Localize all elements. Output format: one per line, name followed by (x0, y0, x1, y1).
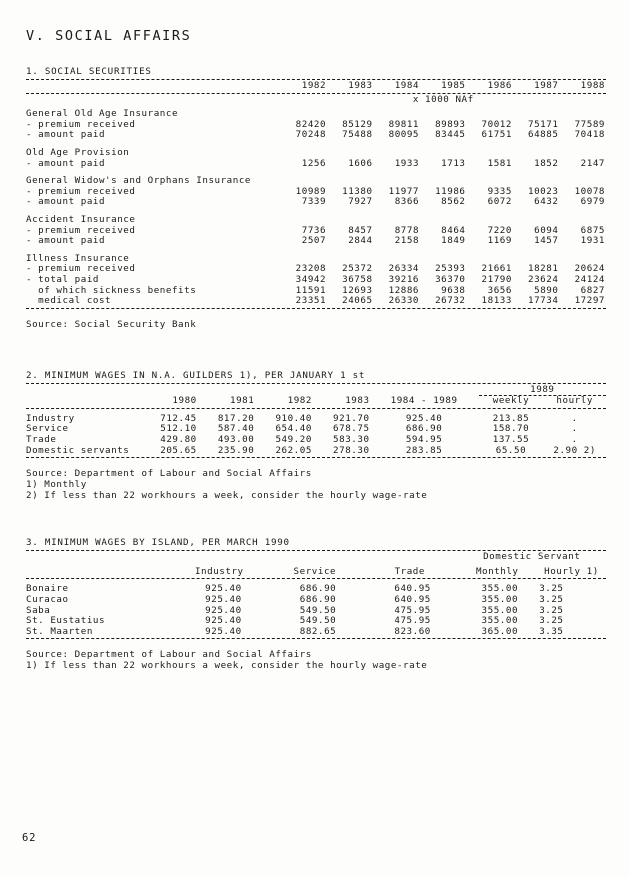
table-2-header (26, 385, 606, 407)
row-label: Domestic servants (26, 444, 130, 456)
table-1-col-header: 1982 (301, 80, 327, 91)
row-label: Trade (26, 434, 57, 446)
table-2-col-header: 1982 (287, 395, 312, 407)
table-row: Curacao 925.40 686.90 640.95 355.00 3.25 (26, 594, 564, 606)
table-3-header (26, 552, 606, 577)
table-row: of which sickness benefits 11591 12693 12886 9638 3656 5890 6827 (26, 284, 605, 296)
row-label: Industry (26, 412, 75, 424)
table-2-group-header: 1989 (530, 383, 555, 395)
group-heading: Accident Insurance (26, 213, 136, 225)
row-label: Bonaire (26, 583, 69, 595)
table-3-col-header: Industry (194, 565, 244, 577)
table-3-header-rule (26, 578, 606, 579)
table-3-group-header: Domestic Servant (483, 551, 581, 563)
table-2-source: Source: Department of Labour and Social Affairs (26, 468, 312, 480)
row-label: of which sickness benefits (26, 284, 197, 296)
table-row: Domestic servants 205.65 235.90 262.05 278.30 283.85 65.50 2.90 2) (26, 444, 596, 456)
row-label: - premium received (26, 185, 136, 197)
table-3-source: Source: Department of Labour and Social Affairs (26, 649, 312, 661)
table-2-col-header: weekly (492, 395, 530, 407)
table-row: Industry 712.45 817.20 910.40 921.70 925.40 213.85 . (26, 412, 578, 424)
row-label: Service (26, 423, 69, 435)
row-label: - premium received (26, 263, 136, 275)
table-2-header-rule (26, 408, 606, 409)
table-row: - premium received 23208 25372 26334 25393 21661 18281 20624 (26, 263, 605, 275)
table-2-body (26, 410, 606, 456)
table-1-social-securities (26, 66, 606, 330)
row-label: - amount paid (26, 129, 106, 141)
table-1-col-header: 1983 (348, 80, 373, 91)
group-heading: General Widow's and Orphans Insurance (26, 175, 252, 187)
table-1-col-header: 1987 (534, 80, 559, 91)
table-3-col-header: Hourly 1) (544, 565, 599, 577)
row-label: - amount paid (26, 196, 106, 208)
page-number: 62 (22, 832, 37, 844)
table-row: Service 512.10 587.40 654.40 678.75 686.90 158.70 . (26, 423, 578, 435)
table-row: - premium received 10989 11380 11977 11986 9335 10023 10078 (26, 185, 605, 197)
table-3-col-header: Monthly (475, 565, 519, 577)
table-1-header-rule (26, 93, 606, 94)
table-2-col-header: hourly (556, 395, 593, 407)
table-3-title: 3. MINIMUM WAGES BY ISLAND, PER MARCH 1990 (26, 537, 290, 549)
table-2-header-row (26, 396, 606, 407)
table-row: Saba 925.40 549.50 475.95 355.00 3.25 (26, 604, 564, 616)
table-2-col-header: 1980 (172, 395, 197, 407)
table-3-footnote-1: 1) If less than 22 workhours a week, consider the hourly wage-rate (26, 660, 428, 672)
group-heading: Illness Insurance (26, 252, 130, 264)
table-2-minimum-wages (26, 370, 606, 502)
table-row: - premium received 82420 85129 89811 89893 70012 75171 77589 (26, 118, 605, 130)
table-row: medical cost 23351 24065 26330 26732 18133 17734 17297 (26, 295, 605, 307)
table-2-col-header: 1984 - 1989 (390, 395, 458, 407)
table-3-group-header-row (26, 552, 606, 563)
table-row: - amount paid 70248 75488 80095 83445 61751 64885 70418 (26, 129, 605, 141)
table-2-footnote-2: 2) If less than 22 workhours a week, consider the hourly wage-rate (26, 490, 428, 502)
table-row: St. Maarten 925.40 882.65 823.60 365.00 3.35 (26, 625, 564, 637)
row-label: - premium received (26, 118, 136, 130)
table-3-col-header: Service (293, 565, 337, 577)
table-1-unit-note: x 1000 NAf (412, 93, 474, 105)
table-1-title: 1. SOCIAL SECURITIES (26, 66, 152, 77)
row-label: Saba (26, 604, 51, 616)
table-2-group-header-row (26, 385, 606, 396)
row-label: medical cost (26, 295, 112, 307)
group-heading: Old Age Provision (26, 146, 130, 158)
table-1-col-header: 1986 (487, 80, 512, 91)
table-3-body (26, 580, 606, 637)
table-row (26, 148, 606, 159)
row-label: - amount paid (26, 157, 106, 169)
table-1-unit-note-row (26, 95, 606, 106)
row-label: - amount paid (26, 235, 106, 247)
row-label: - total paid (26, 273, 99, 285)
table-2-col-header: 1983 (345, 395, 370, 407)
table-2-title: 2. MINIMUM WAGES IN N.A. GUILDERS 1), PER JANUARY 1 st (26, 369, 366, 381)
table-row: Trade 429.80 493.00 549.20 583.30 594.95 137.55 . (26, 434, 578, 446)
table-1-header-row (26, 81, 606, 92)
table-3-col-header: Trade (394, 565, 425, 577)
table-row: - amount paid 7339 7927 8366 8562 6072 6432 6979 (26, 196, 605, 208)
table-row (26, 215, 606, 226)
table-row: - premium received 7736 8457 8778 8464 7220 6094 6875 (26, 224, 605, 236)
table-row: - amount paid 2507 2844 2158 1849 1169 1457 1931 (26, 235, 605, 247)
table-row: St. Eustatius 925.40 549.50 475.95 355.00 3.25 (26, 615, 564, 627)
table-2-bottom-rule (26, 457, 606, 458)
row-label: Curacao (26, 594, 69, 606)
table-row: Bonaire 925.40 686.90 640.95 355.00 3.25 (26, 583, 564, 595)
table-1-body (26, 95, 606, 307)
table-row: - amount paid 1256 1606 1933 1713 1581 1852 2147 (26, 157, 605, 169)
row-label: St. Eustatius (26, 615, 106, 627)
table-3-header-row (26, 567, 606, 578)
page-content (26, 28, 606, 671)
table-3-bottom-rule (26, 638, 606, 639)
table-1-bottom-rule (26, 308, 606, 309)
table-2-footnote-1: 1) Monthly (26, 479, 87, 491)
table-3-minimum-wages-by-island (26, 537, 606, 671)
table-2-top-rule (26, 383, 606, 384)
table-1-col-header: 1988 (580, 80, 605, 91)
page-title: V. SOCIAL AFFAIRS (26, 28, 192, 44)
table-2-col-header: 1981 (230, 395, 255, 407)
group-heading: General Old Age Insurance (26, 108, 179, 120)
table-1-col-header: 1985 (441, 80, 466, 91)
table-1 (26, 81, 606, 92)
row-label: St. Maarten (26, 625, 93, 637)
row-label: - premium received (26, 224, 136, 236)
table-1-col-header: 1984 (394, 80, 420, 91)
table-row: - total paid 34942 36758 39216 36370 21790 23624 24124 (26, 273, 605, 285)
table-1-source: Source: Social Security Bank (26, 318, 197, 330)
